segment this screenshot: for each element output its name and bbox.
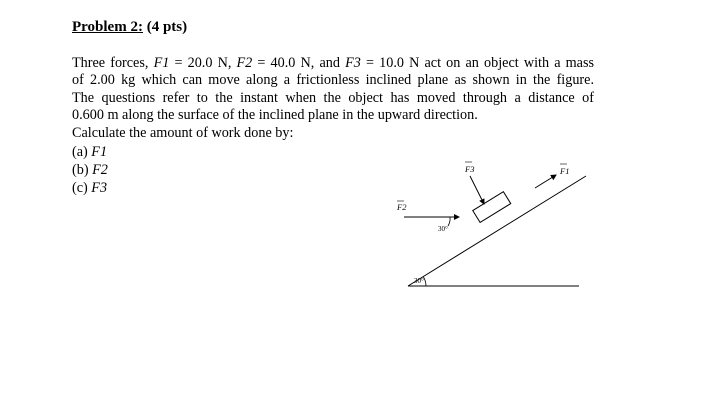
problem-points: (4 pts) — [146, 19, 188, 35]
inclined-plane-figure — [380, 150, 600, 295]
block — [473, 192, 511, 223]
statement-line-2: of 2.00 kg which can move along a frictionless inclined plane as shown in the figure. — [72, 72, 594, 89]
statement-line-5: Calculate the amount of work done by: — [72, 124, 294, 141]
incline-surface — [408, 176, 586, 286]
statement-line-1: Three forces, F1 = 20.0 N, F2 = 40.0 N, and F3 = 10.0 N act on an object with a mass — [72, 55, 595, 71]
statement-line-4: 0.600 m along the surface of the inclined plane in the upward direction. — [72, 107, 478, 124]
force-f2-label: F2 — [397, 202, 407, 212]
statement-line-3: The questions refer to the instant when the object has moved through a distance of — [72, 89, 594, 106]
f3-symbol: F3 — [345, 55, 361, 71]
problem-statement — [72, 55, 594, 142]
base-angle-label: 30° — [414, 277, 424, 285]
f2-symbol: F2 — [236, 55, 253, 71]
f1-symbol: F1 — [153, 55, 170, 71]
force-f3-label: F3 — [465, 164, 475, 174]
problem-heading — [72, 19, 187, 36]
part-b: (b) F2 — [72, 162, 108, 178]
base-angle-arc — [424, 277, 427, 286]
force-f1-arrow — [535, 175, 556, 188]
f2-angle-arc — [448, 217, 450, 226]
problem-title: Problem 2: — [72, 19, 143, 35]
force-f1-label: F1 — [560, 166, 570, 176]
force-f3-arrow — [470, 176, 484, 204]
f2-angle-label: 30° — [438, 225, 448, 233]
question-parts — [72, 143, 108, 197]
part-c: (c) F3 — [72, 180, 108, 196]
part-a: (a) F1 — [72, 144, 108, 160]
